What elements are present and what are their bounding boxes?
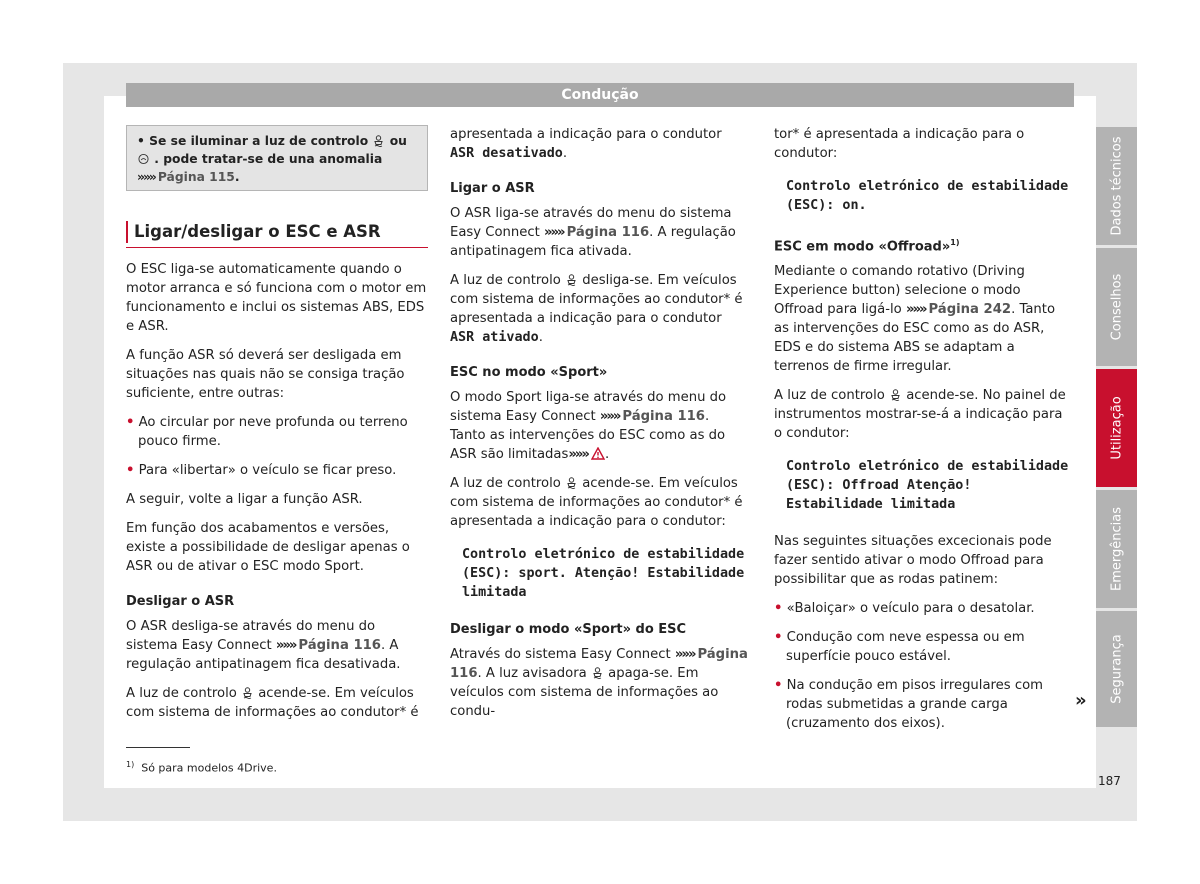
bullet-icon: •: [774, 601, 783, 617]
display-message: ASR ativado: [450, 330, 539, 345]
subheading: Ligar o ASR: [450, 181, 535, 196]
esc-warning-icon: [373, 135, 384, 147]
page-link[interactable]: Página 116: [450, 647, 748, 681]
note-box: • Se se iluminar a luz de controlo ou . pode tratar-se de una anomalia »»» Página 115.: [126, 125, 428, 191]
subheading: ESC no modo «Sport»: [450, 365, 608, 380]
paragraph: Nas seguintes situações excecionais pode fazer sentido ativar o modo Offroad para possibilitar que as rodas patinem:: [774, 534, 1052, 588]
paragraph: O modo Sport liga-se através do menu do sistema Easy Connect »»» Página 116. Tanto as intervenções do ESC como as do ASR são limitadas»»» .: [450, 390, 727, 462]
display-message: ASR desativado: [450, 146, 563, 161]
paragraph: O ASR liga-se através do menu do sistema Easy Connect »»» Página 116. A regulação antipatinagem fica ativada.: [450, 206, 736, 259]
paragraph: A função ASR só deverá ser desligada em situações nas quais não se consiga tração suficiente, entre outras:: [126, 348, 405, 401]
paragraph: Mediante o comando rotativo (Driving Experience button) selecione o modo Offroad para ligá-lo »»» Página 242. Tanto as intervenções do ESC como as do ASR, EDS e do sistema ABS se adaptam a terrenos de firme irregular.: [774, 264, 1056, 375]
esc-warning-icon: [566, 274, 577, 286]
footnote-divider: [126, 747, 190, 748]
column-1: [126, 125, 428, 732]
tab-seguranca[interactable]: Segurança: [1096, 611, 1137, 727]
paragraph: apresentada a indicação para o condutor ASR desativado.: [450, 127, 722, 161]
bullet-icon: •: [774, 678, 783, 694]
link-arrow-icon: »»»: [905, 302, 926, 318]
list-item: • Para «libertar» o veículo se ficar preso.: [126, 463, 397, 478]
paragraph: A luz de controlo acende-se. Em veículos com sistema de informações ao condutor* é: [126, 686, 419, 720]
page-link[interactable]: Página 242: [928, 302, 1012, 318]
paragraph: tor* é apresentada a indicação para o condutor:: [774, 127, 1025, 161]
bullet-icon: •: [126, 463, 135, 478]
bullet-icon: •: [774, 630, 783, 646]
paragraph: A luz de controlo acende-se. No painel de instrumentos mostrar-se-á a indicação para o condutor:: [774, 388, 1066, 442]
paragraph: O ASR desliga-se através do menu do sistema Easy Connect »»» Página 116. A regulação antipatinagem fica desativada.: [126, 619, 401, 672]
note-text-3: pode tratar-se de una anomalia: [163, 152, 383, 166]
display-message-block: Controlo eletrónico de estabilidade (ESC): Offroad Atenção! Estabilidade limitada: [786, 459, 1069, 513]
page-link[interactable]: Página 116: [566, 225, 650, 240]
tab-utilizacao[interactable]: Utilização: [1096, 369, 1137, 487]
column-2: [450, 125, 748, 731]
esc-warning-icon: [242, 687, 253, 699]
section-title-underline: [126, 247, 428, 248]
paragraph: Em função dos acabamentos e versões, existe a possibilidade de desligar apenas o ASR ou de ativar o ESC modo Sport.: [126, 521, 410, 574]
paragraph: A seguir, volte a ligar a função ASR.: [126, 492, 363, 507]
subheading: Desligar o ASR: [126, 594, 235, 609]
link-arrow-icon: »»»: [275, 638, 296, 653]
warning-triangle-icon[interactable]: [591, 447, 605, 460]
page-link[interactable]: Página 116: [622, 409, 705, 424]
esc-warning-icon: [592, 667, 603, 679]
paragraph: A luz de controlo acende-se. Em veículos com sistema de informações ao condutor* é apresentada a indicação para o condutor:: [450, 476, 743, 529]
list-item: • «Baloiçar» o veículo para o desatolar.: [774, 601, 1035, 617]
display-message-block: Controlo eletrónico de estabilidade (ESC): on.: [786, 179, 1069, 213]
continue-icon: »: [1075, 690, 1087, 711]
tab-dados-tecnicos[interactable]: Dados técnicos: [1096, 127, 1137, 245]
tab-conselhos[interactable]: Conselhos: [1096, 248, 1137, 366]
footnote: $^{1)}$ Só para modelos 4Drive.: [126, 760, 277, 775]
bullet-icon: •: [126, 415, 135, 430]
page-link[interactable]: Página 116: [298, 638, 381, 653]
display-message-block: Controlo eletrónico de estabilidade (ESC): sport. Atenção! Estabilidade limitada: [462, 547, 745, 600]
link-arrow-icon: »»»: [674, 647, 695, 662]
paragraph: O ESC liga-se automaticamente quando o motor arranca e só funciona com o motor em funcionamento e inclui os sistemas ABS, EDS e ASR.: [126, 262, 427, 334]
esc-off-icon: [138, 153, 149, 165]
esc-warning-icon: [566, 477, 577, 489]
page-link[interactable]: Página 115: [157, 170, 235, 184]
link-arrow-icon: »»»: [599, 409, 620, 424]
esc-warning-icon: [890, 389, 901, 401]
section-title: Ligar/desligar o ESC e ASR: [126, 221, 428, 243]
paragraph: Através do sistema Easy Connect »»» Página 116. A luz avisadora apaga-se. Em veículos com sistema de informações ao condu-: [450, 647, 748, 719]
link-arrow-icon: »»»: [544, 225, 564, 240]
paragraph: A luz de controlo desliga-se. Em veículos com sistema de informações ao condutor* é apresentada a indicação para o condutor ASR ativado.: [450, 273, 743, 345]
list-item: • Ao circular por neve profunda ou terreno pouco firme.: [126, 415, 408, 449]
list-item: • Condução com neve espessa ou em superfície pouco estável.: [774, 630, 1025, 665]
column-3: [774, 125, 1072, 743]
list-item: • Na condução em pisos irregulares com rodas submetidas a grande carga (cruzamento dos eixos).: [774, 678, 1044, 732]
chapter-header: Condução: [126, 83, 1074, 107]
page-number: 187: [1098, 774, 1121, 788]
subheading: Desligar o modo «Sport» do ESC: [450, 622, 687, 637]
link-arrow-icon: »»»: [568, 447, 588, 462]
note-text-1: Se se iluminar a luz de controlo: [149, 134, 369, 148]
tab-emergencias[interactable]: Emergências: [1096, 490, 1137, 608]
subheading: ESC em modo «Offroad»$^{1)}$: [774, 238, 960, 255]
